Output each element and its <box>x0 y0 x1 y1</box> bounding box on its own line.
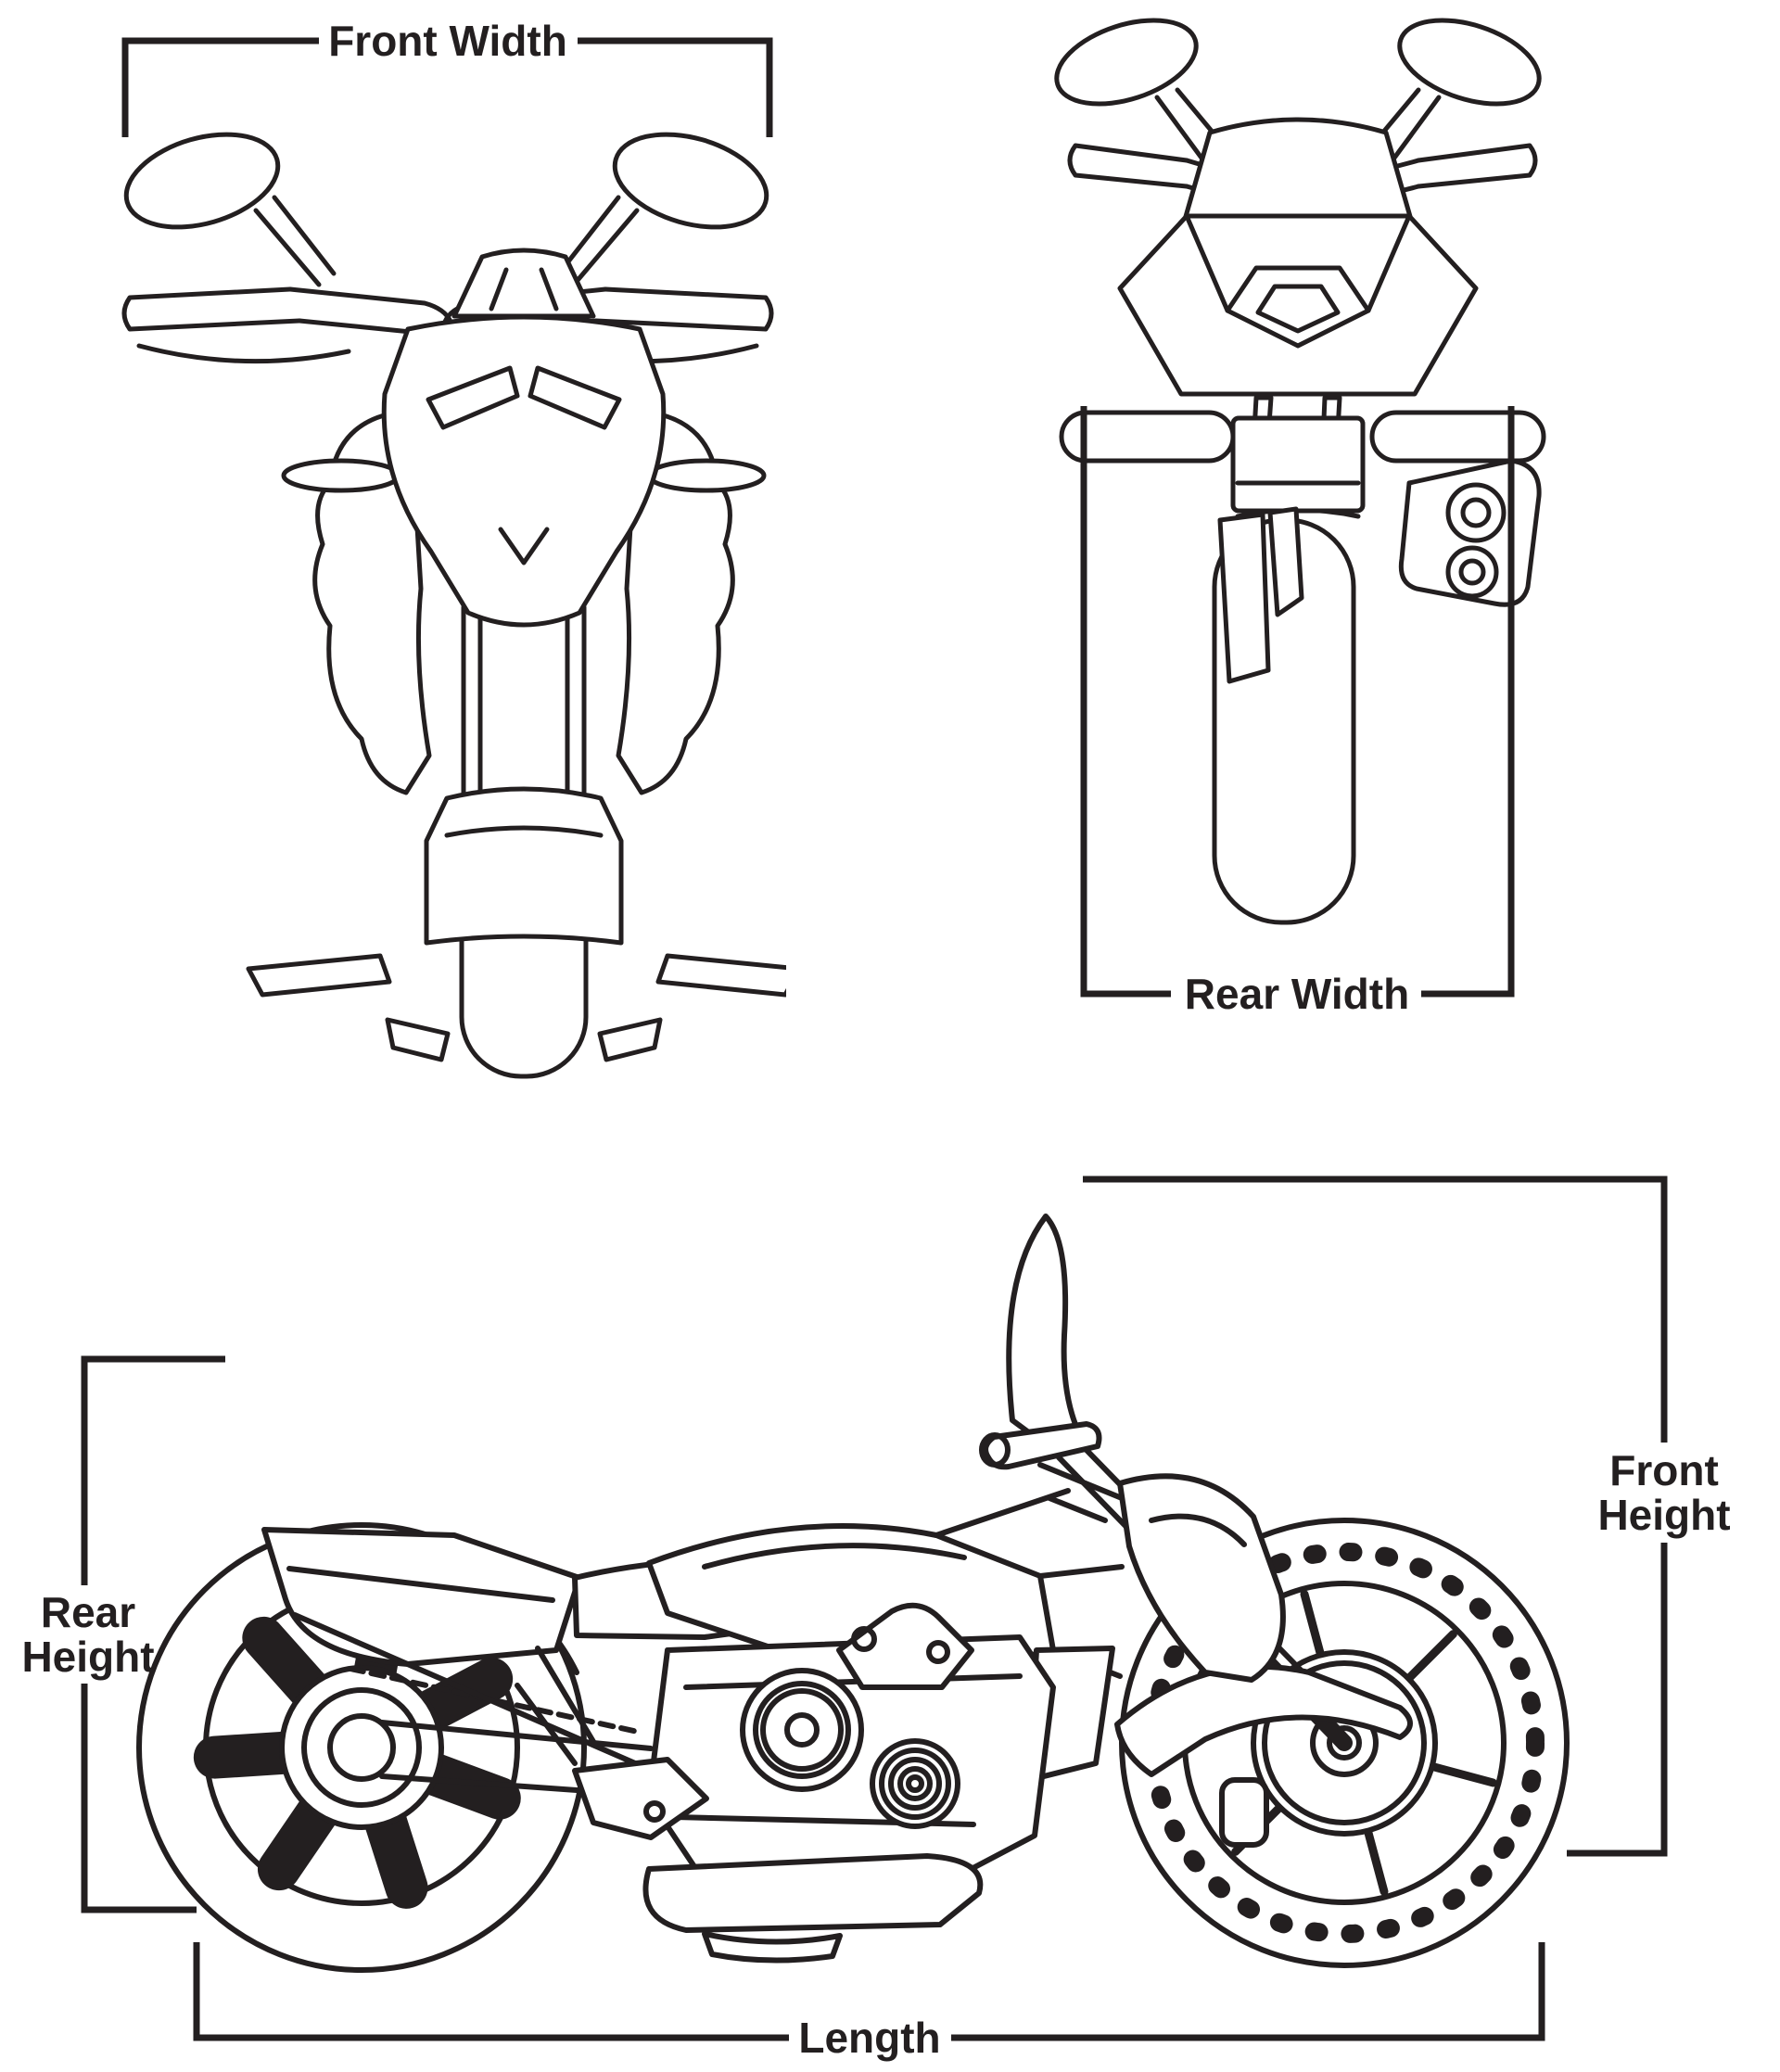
front-height-label-line1: Front <box>1609 1446 1719 1494</box>
front-width-label: Front Width <box>328 17 567 65</box>
rear-width-label: Rear Width <box>1184 970 1410 1018</box>
rear-height-label-line1: Rear <box>40 1588 136 1636</box>
length-label: Length <box>798 2014 941 2062</box>
front-height-label <box>1597 1448 1730 1537</box>
front-height-label-line2: Height <box>1597 1491 1731 1539</box>
rear-height-label <box>21 1590 154 1679</box>
front-height-bracket <box>1083 1179 1664 1853</box>
rear-width-bracket <box>1084 406 1511 994</box>
rear-height-label-line2: Height <box>21 1633 155 1681</box>
